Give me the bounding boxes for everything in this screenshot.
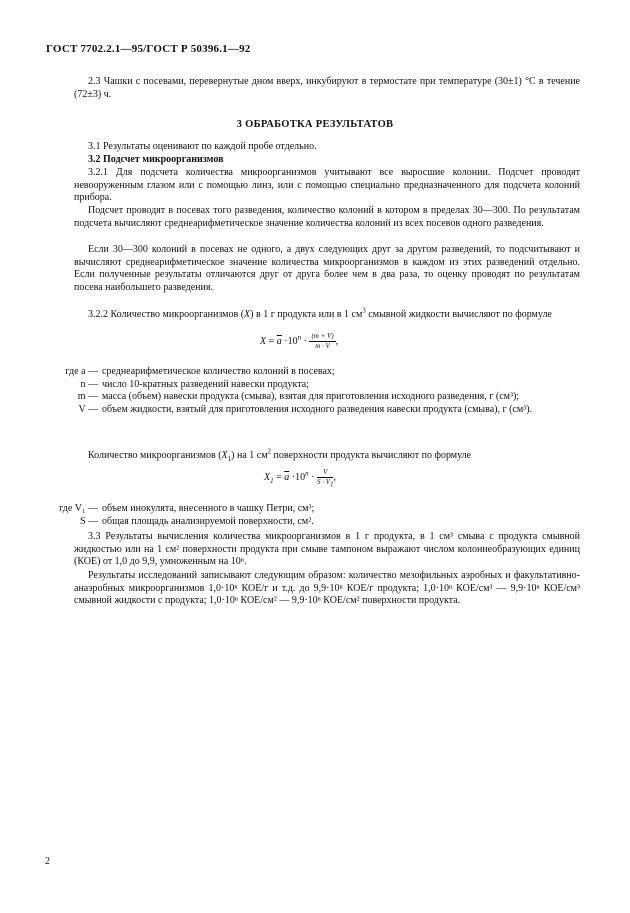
formula-x: $X = \overline{a} \cdot 10^n$ · $\frac{(m + V)}{m \cdot V}$ , — [260, 332, 339, 350]
paragraph-3-2-1: 3.2.1 Для подсчета количества микроорганизмов учитывают все выросшие колонии. Подсчет проводят невооруженным глазом или с помощью линз, или с помощью специально предназначенного для подсчета колоний прибора. — [74, 167, 580, 204]
definition-text: объем жидкости, взятый для приготовления исходного разведения навески продукта (смыва), г (см³). — [102, 403, 533, 415]
section-title: 3 ОБРАБОТКА РЕЗУЛЬТАТОВ — [236, 119, 394, 130]
definition-text: число 10-кратных разведений навески продукта; — [102, 378, 309, 390]
definition-row — [40, 503, 580, 516]
definition-label: n — — [80, 378, 98, 390]
paragraph-count: Подсчет проводят в посевах того разведения, количество колоний в котором в пределах 30—300. По результатам подсчета вычисляют среднеарифметическое значение количества колоний из всех посевов одного разведения. — [74, 205, 580, 229]
paragraph-2-3: 2.3 Чашки с посевами, перевернутые дном вверх, инкубируют в термостате при температуре (30±1) °С в течение (72±3) ч. — [74, 76, 580, 100]
definition-text: масса (объем) навески продукта (смыва), взятая для приготовления исходного разведения, г (см³); — [102, 391, 520, 403]
paragraph-two-dilutions: Если 30—300 колоний в посевах не одного, а двух следующих друг за другом разведений, то подсчитывают и вычисляют среднеарифметическое значение количества микроорганизмов в каждом из этих разведений отдельно. Если полученные результаты отличаются друг от друга более чем в два раза, то оценку проводят по результатам посева наибольшего разведения. — [74, 244, 580, 293]
formula-x1: $X_1 = \overline{a} \cdot 10^n$ · $\frac{V}{S \cdot V_1}$ , — [264, 468, 336, 489]
definition-label: где V₁ — — [59, 503, 98, 514]
definition-label: m — — [77, 391, 98, 403]
definition-row — [40, 391, 580, 404]
paragraph-3-1: 3.1 Результаты оценивают по каждой пробе отдельно. — [88, 141, 317, 152]
definition-label: V — — [78, 403, 98, 415]
paragraph-x1: Количество микроорганизмов $(X_1)$ на 1 $см^2$ поверхности продукта вычисляют по формуле — [88, 447, 472, 463]
definition-row — [40, 516, 580, 529]
heading-3-2: 3.2 Подсчет микроорганизмов — [88, 154, 224, 165]
definition-text: среднеарифметическое количество колоний в посевах; — [102, 366, 335, 377]
page-number: 2 — [45, 856, 50, 867]
paragraph-3-3: 3.3 Результаты вычисления количества микроорганизмов в 1 г продукта, в 1 см³ смыва с продукта смывной жидкостью или на 1 см² поверхности продукта при смыве тампоном выражают числом колониеобразующих единиц (КОЕ) от 1,0 до 9,9, умноженным на 10ⁿ. — [74, 531, 580, 568]
definition-row — [40, 366, 580, 379]
definition-row — [40, 404, 580, 417]
paragraph-results: Результаты исследований записывают следующим образом: количество мезофильных аэробных и факультативно-анаэробных микроорганизмов 1,0·10ⁿ КОЕ/г и т.д. до 9,9·10ⁿ КОЕ/г продукта; 1,0·10ⁿ КОЕ/см³ — 9,9·10ⁿ КОЕ/см³ смывной жидкости с продукта; 1,0·10ⁿ КОЕ/см² — 9,9·10ⁿ КОЕ/см² поверхности продукта. — [74, 570, 580, 607]
definition-row — [40, 379, 580, 392]
definition-label: S — — [79, 515, 98, 527]
definition-text: объем инокулята, внесенного в чашку Петри, см³; — [102, 503, 315, 514]
definition-label: где a — — [65, 366, 98, 377]
definition-text: общая площадь анализируемой поверхности, см². — [102, 515, 314, 527]
page-header: ГОСТ 7702.2.1—95/ГОСТ Р 50396.1—92 — [46, 43, 251, 55]
definitions-formula-x — [40, 366, 580, 416]
paragraph-3-2-2: 3.2.2 Количество микроорганизмов (X) в 1 г продукта или в 1 $см^3$ смывной жидкости вычисляют по формуле — [88, 306, 552, 320]
definitions-formula-x1 — [40, 503, 580, 528]
